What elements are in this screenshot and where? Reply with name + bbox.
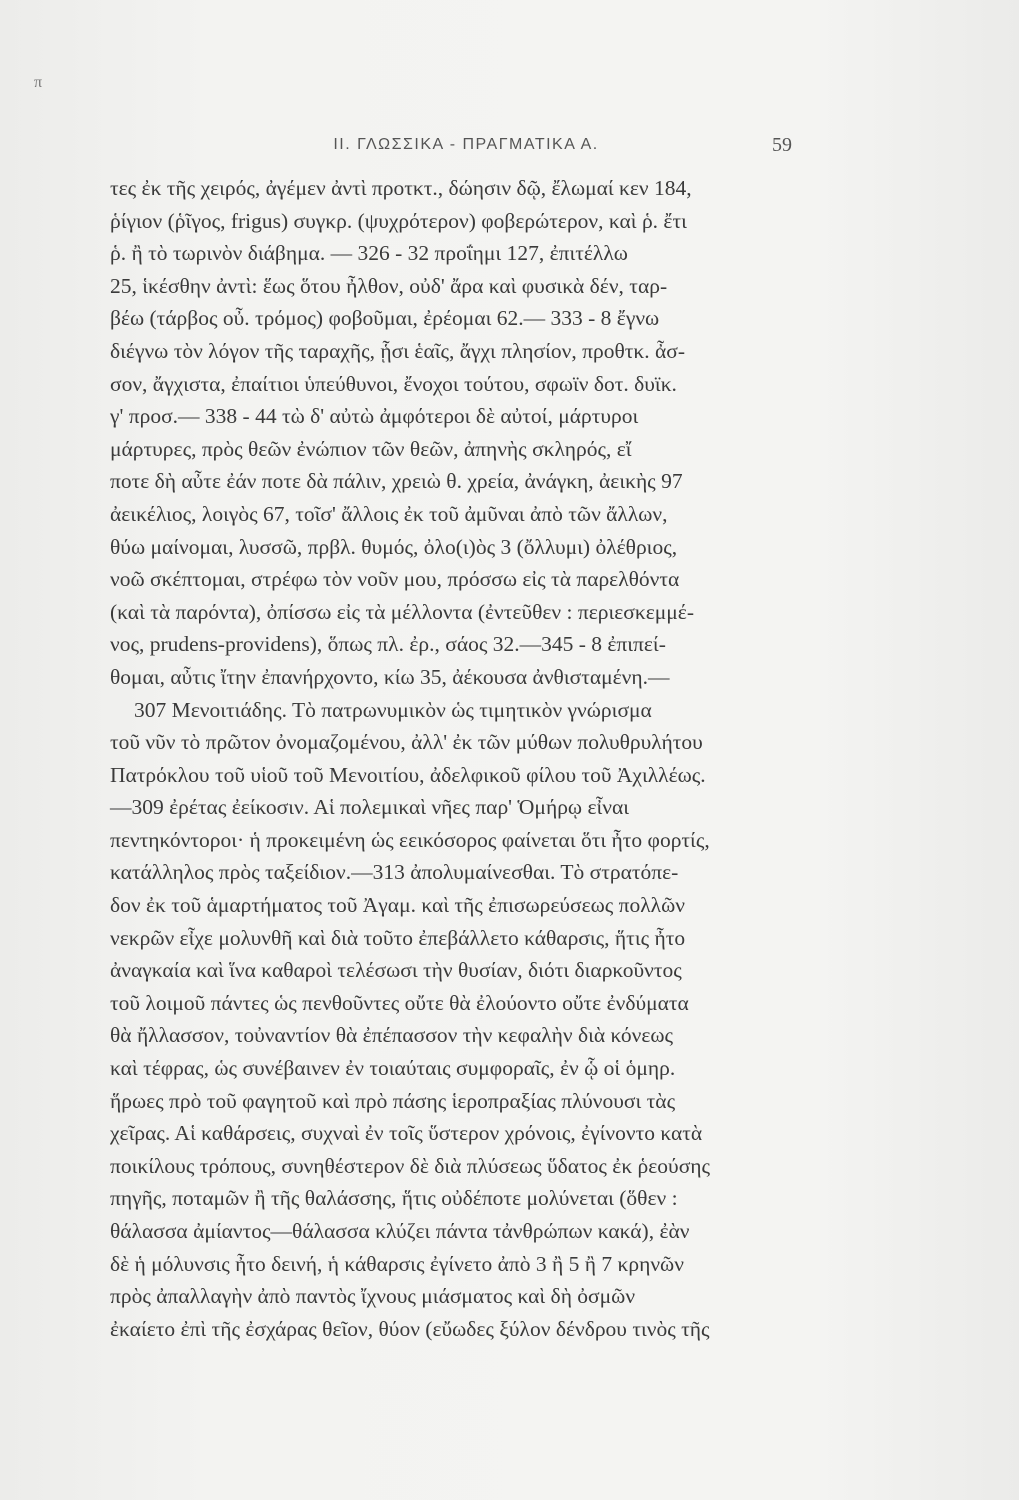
text-line: θύω μαίνομαι, λυσσῶ, πρβλ. θυμός, ὀλο(ι)ὸς 3 (ὄλλυμι) ὀλέθριος, <box>110 534 678 559</box>
text-line: ῥίγιον (ῥῖγος, frigus) συγκρ. (ψυχρότερον) φοβερώτερον, καὶ ῥ. ἔτι <box>110 208 687 233</box>
text-line: θάλασσα ἀμίαντος—θάλασσα κλύζει πάντα τἀνθρώπων κακά), ἐὰν <box>110 1219 690 1243</box>
running-header: II. ΓΛΩΣΣΙΚΑ - ΠΡΑΓΜΑΤΙΚΑ Α. <box>333 136 599 153</box>
text-line: 25, ἱκέσθην ἀντὶ: ἕως ὅτου ἦλθον, οὐδ' ἄρα καὶ φυσικὰ δέν, ταρ- <box>110 273 668 298</box>
text-line: ἐκαίετο ἐπὶ τῆς ἐσχάρας θεῖον, θύον (εὔωδες ξύλον δένδρου τινὸς τῆς <box>110 1316 710 1341</box>
text-line: κατάλληλος πρὸς ταξείδιον.—313 ἀπολυμαίνεσθαι. Τὸ στρατόπε- <box>110 860 679 885</box>
margin-mark: π <box>34 74 43 91</box>
text-line: πεντηκόντοροι· ἡ προκειμένη ὡς εεικόσορος φαίνεται ὅτι ἦτο φορτίς, <box>110 827 710 852</box>
text-line: πρὸς ἀπαλλαγὴν ἀπὸ παντὸς ἴχνους μιάσματος καὶ δὴ ὀσμῶν <box>110 1284 636 1309</box>
text-line: δον ἐκ τοῦ ἁμαρτήματος τοῦ Ἀγαμ. καὶ τῆς ἐπισωρεύσεως πολλῶν <box>110 893 685 918</box>
text-line: Πατρόκλου τοῦ υἱοῦ τοῦ Μενοιτίου, ἀδελφικοῦ φίλου τοῦ Ἀχιλλέως. <box>110 762 706 787</box>
text-line: τοῦ λοιμοῦ πάντες ὡς πενθοῦντες οὔτε θὰ ἐλούοντο οὔτε ἐνδύματα <box>110 990 689 1015</box>
text-line: ῥ. ἢ τὸ τωρινὸν διάβημα. — 326 - 32 προΐημι 127, ἐπιτέλλω <box>110 241 628 266</box>
text-line: πηγῆς, ποταμῶν ἢ τῆς θαλάσσης, ἥτις οὐδέποτε μολύνεται (ὅθεν : <box>110 1186 678 1211</box>
text-line: νεκρῶν εἶχε μολυνθῆ καὶ διὰ τοῦτο ἐπεβάλλετο κάθαρσις, ἥτις ἦτο <box>110 925 686 950</box>
text-line: τες ἐκ τῆς χειρός, ἀγέμεν ἀντὶ προτκτ., δώησιν δῷ, ἔλωμαί κεν 184, <box>110 176 692 200</box>
text-line: ποτε δὴ αὖτε ἐάν ποτε δὰ πάλιν, χρειὼ θ. χρεία, ἀνάγκη, ἀεικὴς 97 <box>110 469 683 494</box>
body-text <box>110 172 822 1345</box>
text-line: βέω (τάρβος οὖ. τρόμος) φοβοῦμαι, ἐρέομαι 62.— 333 - 8 ἔγνω <box>110 306 660 331</box>
text-line: —309 ἐρέτας ἐείκοσιν. Αἱ πολεμικαὶ νῆες παρ' Ὁμήρῳ εἶναι <box>110 795 630 820</box>
text-line: γ' προσ.— 338 - 44 τὼ δ' αὐτὼ ἀμφότεροι δὲ αὐτοί, μάρτυροι <box>110 404 639 429</box>
text-line: δὲ ἡ μόλυνσις ἦτο δεινή, ἡ κάθαρσις ἐγίνετο ἀπὸ 3 ἢ 5 ἢ 7 κρηνῶν <box>110 1251 684 1276</box>
text-line: ποικίλους τρόπους, συνηθέστερον δὲ διὰ πλύσεως ὕδατος ἐκ ῥεούσης <box>110 1153 711 1178</box>
text-line: θὰ ἤλλασσον, τοὐναντίον θὰ ἐπέπασσον τὴν κεφαλὴν διὰ κόνεως <box>110 1023 674 1048</box>
text-line: ἀεικέλιος, λοιγὸς 67, τοῖσ' ἄλλοις ἐκ τοῦ ἀμῦναι ἀπὸ τῶν ἄλλων, <box>110 501 668 526</box>
text-line: ἥρωες πρὸ τοῦ φαγητοῦ καὶ πρὸ πάσης ἱεροπραξίας πλύνουσι τὰς <box>110 1088 676 1113</box>
text-line: νοῶ σκέπτομαι, στρέφω τὸν νοῦν μου, πρόσσω εἰς τὰ παρελθόντα <box>110 567 680 592</box>
text-line: νος, prudens-providens), ὅπως πλ. ἐρ., σάος 32.—345 - 8 ἐπιπεί- <box>110 632 666 657</box>
text-line: μάρτυρες, πρὸς θεῶν ἐνώπιον τῶν θεῶν, ἀπηνὴς σκληρός, εἴ <box>110 436 632 461</box>
text-line: σον, ἄγχιστα, ἐπαίτιοι ὑπεύθυνοι, ἔνοχοι τούτου, σφωϊν δοτ. δυϊκ. <box>110 371 677 396</box>
text-line: χεῖρας. Αἱ καθάρσεις, συχναὶ ἐν τοῖς ὕστερον χρόνοις, ἐγίνοντο κατὰ <box>110 1121 703 1146</box>
text-line: διέγνω τὸν λόγον τῆς ταραχῆς, ᾗσι ἑαῖς, ἄγχι πλησίον, προθτκ. ἆσ- <box>110 338 686 363</box>
text-line: καὶ τέφρας, ὡς συνέβαινεν ἐν τοιαύταις συμφοραῖς, ἐν ᾧ οἱ ὁμηρ. <box>110 1056 676 1081</box>
page-number: 59 <box>772 134 792 156</box>
text-line: 307 Μενοιτιάδης. Τὸ πατρωνυμικὸν ὡς τιμητικὸν γνώρισμα <box>134 697 652 722</box>
text-line: τοῦ νῦν τὸ πρῶτον ὀνομαζομένου, ἀλλ' ἐκ τῶν μύθων πολυθρυλήτου <box>110 730 703 755</box>
text-line: (καὶ τὰ παρόντα), ὀπίσσω εἰς τὰ μέλλοντα (ἐντεῦθεν : περιεσκεμμέ- <box>110 599 694 624</box>
text-line: ἀναγκαία καὶ ἵνα καθαροὶ τελέσωσι τὴν θυσίαν, διότι διαρκοῦντος <box>110 958 682 983</box>
text-line: θομαι, αὖτις ἴτην ἐπανήρχοντο, κίω 35, ἀέκουσα ἀνθισταμένη.— <box>110 664 670 689</box>
